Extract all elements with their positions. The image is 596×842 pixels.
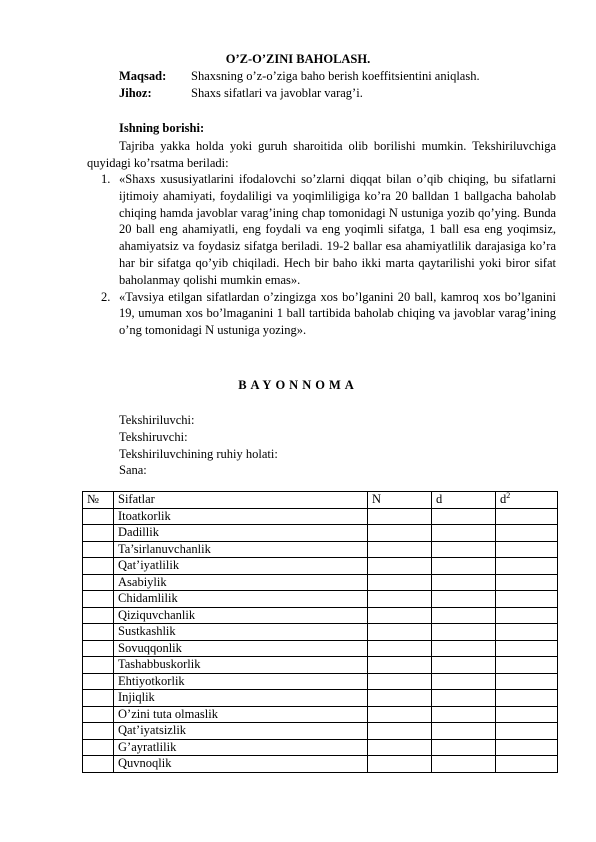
cell-number xyxy=(83,739,114,756)
cell-d2[interactable] xyxy=(496,508,558,525)
table-row xyxy=(83,541,558,558)
cell-d2[interactable] xyxy=(496,706,558,723)
cell-n[interactable] xyxy=(368,690,432,707)
cell-sifat: O’zini tuta olmaslik xyxy=(114,706,368,723)
maqsad-value: Shaxsning o’z-o’ziga baho berish koeffitsientini aniqlash. xyxy=(191,69,480,83)
cell-d2[interactable] xyxy=(496,673,558,690)
field-sana: Sana: xyxy=(119,463,147,478)
table-row xyxy=(83,624,558,641)
cell-sifat: Ta’sirlanuvchanlik xyxy=(114,541,368,558)
cell-d2[interactable] xyxy=(496,756,558,773)
cell-n[interactable] xyxy=(368,756,432,773)
field-tekshiruvchi: Tekshiruvchi: xyxy=(119,429,188,444)
cell-sifat: Chidamlilik xyxy=(114,591,368,608)
table-row xyxy=(83,756,558,773)
col-n-header: N xyxy=(368,492,432,509)
instruction-item xyxy=(87,289,556,339)
col-number-header: № xyxy=(83,492,114,509)
instruction-text: «Tavsiya etilgan sifatlardan o’zingizga xos bo’lganini 20 ball, kamroq xos bo’lganini 19, umuman xos bo’lmaganini 1 ball tartibida baholab chiqing va javoblar varag’ining o’ng tomonidagi N ustuniga yozing». xyxy=(119,289,556,338)
cell-d2[interactable] xyxy=(496,558,558,575)
cell-n[interactable] xyxy=(368,624,432,641)
table-row xyxy=(83,558,558,575)
d2-exponent: 2 xyxy=(506,490,511,500)
cell-d[interactable] xyxy=(432,723,496,740)
cell-d[interactable] xyxy=(432,673,496,690)
cell-d2[interactable] xyxy=(496,624,558,641)
table-row xyxy=(83,525,558,542)
cell-d[interactable] xyxy=(432,574,496,591)
instruction-number: 2. xyxy=(101,289,111,304)
cell-d[interactable] xyxy=(432,624,496,641)
cell-number xyxy=(83,673,114,690)
cell-n[interactable] xyxy=(368,657,432,674)
cell-sifat: Itoatkorlik xyxy=(114,508,368,525)
field-ruhiy-holati: Tekshiriluvchining ruhiy holati: xyxy=(119,446,278,461)
cell-d[interactable] xyxy=(432,558,496,575)
cell-n[interactable] xyxy=(368,591,432,608)
col-d2-header xyxy=(496,492,558,509)
cell-number xyxy=(83,640,114,657)
cell-d[interactable] xyxy=(432,657,496,674)
cell-n[interactable] xyxy=(368,558,432,575)
cell-number xyxy=(83,558,114,575)
cell-number xyxy=(83,756,114,773)
cell-sifat: Tashabbuskorlik xyxy=(114,657,368,674)
cell-sifat: Injiqlik xyxy=(114,690,368,707)
cell-n[interactable] xyxy=(368,723,432,740)
table-header-row xyxy=(83,492,558,509)
table-row xyxy=(83,706,558,723)
table-row xyxy=(83,657,558,674)
cell-number xyxy=(83,574,114,591)
cell-n[interactable] xyxy=(368,574,432,591)
cell-n[interactable] xyxy=(368,508,432,525)
answer-table xyxy=(82,491,558,773)
cell-d2[interactable] xyxy=(496,591,558,608)
instruction-list xyxy=(87,171,556,339)
cell-n[interactable] xyxy=(368,607,432,624)
cell-d2[interactable] xyxy=(496,525,558,542)
field-tekshiriluvchi: Tekshiriluvchi: xyxy=(119,413,195,427)
procedure-heading: Ishning borishi: xyxy=(119,121,205,135)
cell-d2[interactable] xyxy=(496,640,558,657)
jihoz-value: Shaxs sifatlari va javoblar varag’i. xyxy=(191,86,363,100)
cell-n[interactable] xyxy=(368,706,432,723)
maqsad-label: Maqsad: xyxy=(119,69,167,83)
cell-n[interactable] xyxy=(368,739,432,756)
cell-number xyxy=(83,690,114,707)
cell-sifat: Sustkashlik xyxy=(114,624,368,641)
cell-sifat: Qat’iyatlilik xyxy=(114,558,368,575)
col-d-header: d xyxy=(432,492,496,509)
table-row xyxy=(83,591,558,608)
jihoz-label: Jihoz: xyxy=(119,86,152,100)
cell-sifat: G’ayratlilik xyxy=(114,739,368,756)
form-fields xyxy=(119,412,278,479)
table-row xyxy=(83,607,558,624)
cell-d[interactable] xyxy=(432,640,496,657)
document-title: O’Z-O’ZINI BAHOLASH. xyxy=(225,52,371,66)
instruction-item xyxy=(87,171,556,289)
meta-maqsad xyxy=(119,68,480,85)
cell-number xyxy=(83,657,114,674)
d2-base: d xyxy=(500,492,507,506)
table-row xyxy=(83,640,558,657)
cell-d2[interactable] xyxy=(496,541,558,558)
form-title: BAYONNOMA xyxy=(238,378,358,392)
cell-number xyxy=(83,525,114,542)
cell-number xyxy=(83,706,114,723)
cell-d2[interactable] xyxy=(496,690,558,707)
cell-number xyxy=(83,508,114,525)
table-row xyxy=(83,723,558,740)
instruction-text: «Shaxs xususiyatlarini ifodalovchi so’zlarni diqqat bilan o’qib chiqing, bu sifatlarni ijtimoiy ahamiyati, foydaliligi va yoqimliligiga ko’ra 20 balldan 1 ballgacha baholab chiqing hamda javoblar varag’ining chap tomonidagi N ustuniga yozib qo’ying. Bunda 20 ball eng ahamiyatli, eng foydali va eng yoqimli sifatga, 1 ball esa eng yoqimsiz, ahamiyatsiz va foydasiz sifatga beriladi. 19-2 ballar esa ahamiyatlilik darajasiga ko’ra har bir sifatga qo’yib chiqiladi. Hech bir baho ikki marta qaytarilishi yoki biror sifat baholanmay qolishi mumkin emas». xyxy=(119,172,556,287)
cell-d2[interactable] xyxy=(496,739,558,756)
cell-n[interactable] xyxy=(368,640,432,657)
cell-sifat: Quvnoqlik xyxy=(114,756,368,773)
cell-number xyxy=(83,607,114,624)
cell-d2[interactable] xyxy=(496,607,558,624)
cell-number xyxy=(83,541,114,558)
cell-d2[interactable] xyxy=(496,657,558,674)
cell-n[interactable] xyxy=(368,673,432,690)
cell-n[interactable] xyxy=(368,525,432,542)
instruction-number: 1. xyxy=(101,172,111,186)
cell-d[interactable] xyxy=(432,607,496,624)
cell-number xyxy=(83,723,114,740)
cell-sifat: Qat’iyatsizlik xyxy=(114,723,368,740)
cell-d[interactable] xyxy=(432,541,496,558)
table-row xyxy=(83,574,558,591)
col-sifatlar-header: Sifatlar xyxy=(114,492,368,509)
table-row xyxy=(83,673,558,690)
cell-d[interactable] xyxy=(432,706,496,723)
procedure-intro: Tajriba yakka holda yoki guruh sharoitida olib borilishi mumkin. Tekshiriluvchiga quyidagi ko’rsatma beriladi: xyxy=(87,139,556,170)
cell-number xyxy=(83,591,114,608)
cell-d[interactable] xyxy=(432,508,496,525)
meta-jihoz xyxy=(119,85,363,102)
cell-d[interactable] xyxy=(432,690,496,707)
cell-d[interactable] xyxy=(432,756,496,773)
table-row xyxy=(83,739,558,756)
cell-sifat: Asabiylik xyxy=(114,574,368,591)
cell-n[interactable] xyxy=(368,541,432,558)
cell-d2[interactable] xyxy=(496,723,558,740)
table-row xyxy=(83,690,558,707)
cell-sifat: Qiziquvchanlik xyxy=(114,607,368,624)
table-row xyxy=(83,508,558,525)
cell-sifat: Dadillik xyxy=(114,525,368,542)
cell-d[interactable] xyxy=(432,739,496,756)
cell-sifat: Sovuqqonlik xyxy=(114,640,368,657)
cell-d[interactable] xyxy=(432,591,496,608)
cell-d2[interactable] xyxy=(496,574,558,591)
cell-number xyxy=(83,624,114,641)
cell-d[interactable] xyxy=(432,525,496,542)
cell-sifat: Ehtiyotkorlik xyxy=(114,673,368,690)
